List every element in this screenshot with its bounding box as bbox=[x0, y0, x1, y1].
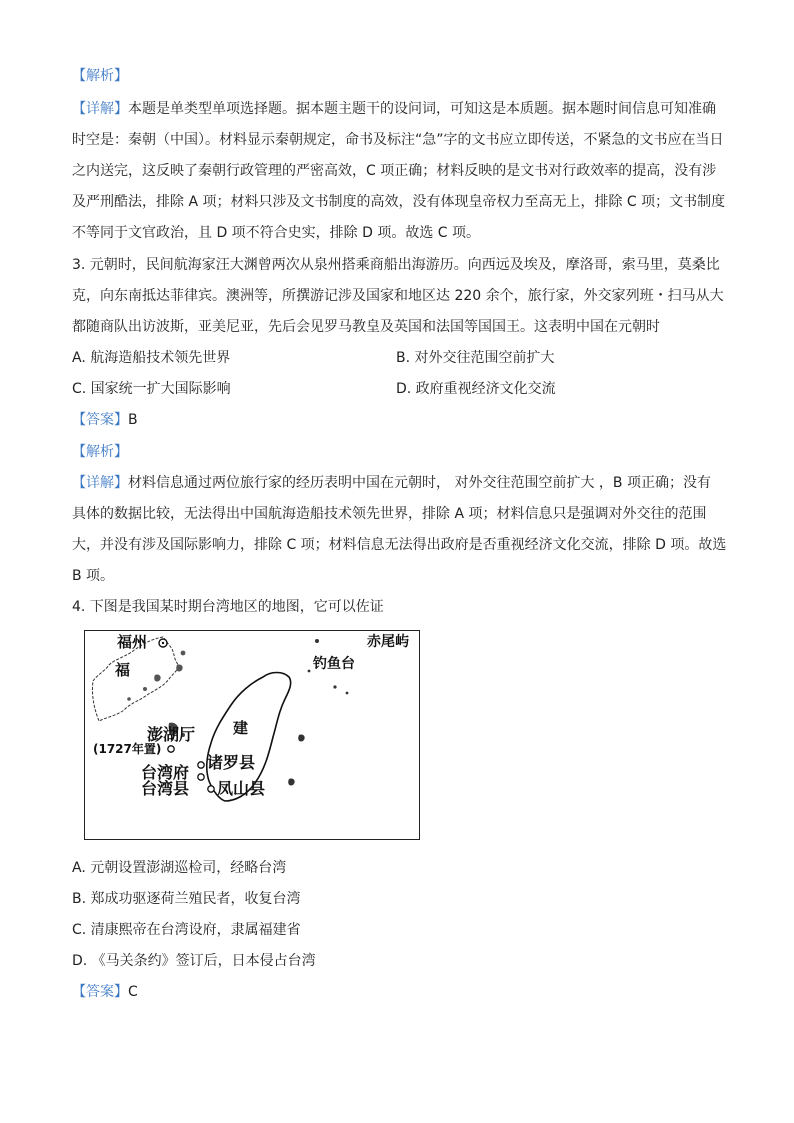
q3-option-a: A. 航海造船技术领先世界 bbox=[72, 350, 231, 366]
map-label-fu: 福 bbox=[115, 661, 131, 679]
map-label-penghu-year: (1727年置) bbox=[93, 742, 162, 756]
q4-option-b: B. 郑成功驱逐荷兰殖民者，收复台湾 bbox=[72, 891, 301, 907]
question-3-stem: 克，向东南抵达菲律宾。澳洲等，所撰游记涉及国家和地区达 220 余个，旅行家，外交家列班・扫马从大 bbox=[72, 288, 724, 304]
q3-detail-line: 大，并没有涉及国际影响力，排除 C 项；材料信息无法得出政府是否重视经济文化交流，排除 D 项。故选 bbox=[72, 537, 727, 553]
detail-text: 材料信息通过两位旅行家的经历表明中国在元朝时， 对外交往范围空前扩大 ，B 项正确；没有 bbox=[128, 475, 711, 491]
detail-paragraph-line: 时空是：秦朝（中国）。材料显示秦朝规定，命书及标注“急”字的文书应立即传送，不紧急的文书应在当日 bbox=[72, 132, 724, 148]
map-label-diaoyudao: 钓鱼台 bbox=[313, 656, 355, 672]
q4-answer bbox=[72, 982, 138, 1002]
answer-value: C bbox=[128, 984, 138, 1000]
map-label-zhuluo: 诸罗县 bbox=[207, 753, 256, 772]
q3-analysis-heading: 【解析】 bbox=[72, 444, 128, 460]
detail-heading: 【详解】 bbox=[72, 101, 128, 117]
map-label-fuzhou: 福州 bbox=[117, 633, 148, 651]
q3-detail-line bbox=[72, 473, 711, 493]
detail-paragraph-line bbox=[72, 99, 716, 119]
q3-answer bbox=[72, 410, 138, 430]
q4-option-a: A. 元朝设置澎湖巡检司，经略台湾 bbox=[72, 860, 287, 876]
q4-option-c: C. 清康熙帝在台湾设府，隶属福建省 bbox=[72, 922, 301, 938]
map-label-fengshan: 凤山县 bbox=[217, 779, 266, 798]
detail-paragraph-line: 及严刑酷法，排除 A 项；材料只涉及文书制度的高效，没有体现皇帝权力至高无上，排除 C 项；文书制度 bbox=[72, 194, 726, 210]
q3-option-c: C. 国家统一扩大国际影响 bbox=[72, 381, 231, 397]
question-4-stem: 4. 下图是我国某时期台湾地区的地图，它可以佐证 bbox=[72, 599, 384, 615]
q4-option-d: D. 《马关条约》签订后，日本侵占台湾 bbox=[72, 953, 316, 969]
q3-detail-line: B 项。 bbox=[72, 568, 115, 584]
answer-value: B bbox=[128, 412, 138, 428]
detail-paragraph-line: 之内送完，这反映了秦朝行政管理的严密高效，C 项正确；材料反映的是文书对行政效率的提高，没有涉 bbox=[72, 163, 717, 179]
map-label-chiweiyu: 赤尾屿 bbox=[367, 634, 409, 650]
question-3-stem: 3. 元朝时，民间航海家汪大渊曾两次从泉州搭乘商船出海游历。向西远及埃及，摩洛哥，索马里，莫桑比 bbox=[72, 257, 720, 273]
detail-heading: 【详解】 bbox=[72, 475, 128, 491]
map-label-penghu: 澎湖厅 bbox=[147, 725, 196, 744]
map-label-jian: 建 bbox=[233, 719, 249, 737]
answer-heading: 【答案】 bbox=[72, 984, 128, 1000]
q3-option-d: D. 政府重视经济文化交流 bbox=[396, 381, 556, 397]
detail-text: 本题是单类型单项选择题。据本题主题干的设问词，可知这是本质题。据本题时间信息可知准确 bbox=[128, 101, 716, 117]
map-label-taiwanxian: 台湾县 bbox=[141, 779, 190, 798]
question-3-stem: 都随商队出访波斯，亚美尼亚，先后会见罗马教皇及英国和法国等国国王。这表明中国在元朝时 bbox=[72, 319, 660, 335]
taiwan-map bbox=[84, 630, 420, 840]
taiwan-map-drawing bbox=[85, 631, 421, 841]
q3-option-b: B. 对外交往范围空前扩大 bbox=[396, 350, 555, 366]
detail-paragraph-line: 不等同于文官政治，且 D 项不符合史实，排除 D 项。故选 C 项。 bbox=[72, 225, 481, 241]
q3-detail-line: 具体的数据比较，无法得出中国航海造船技术领先世界，排除 A 项；材料信息只是强调对外交往的范围 bbox=[72, 506, 707, 522]
map-label-taiwanfu: 台湾府 bbox=[141, 763, 190, 782]
analysis-heading: 【解析】 bbox=[72, 68, 128, 84]
answer-heading: 【答案】 bbox=[72, 412, 128, 428]
